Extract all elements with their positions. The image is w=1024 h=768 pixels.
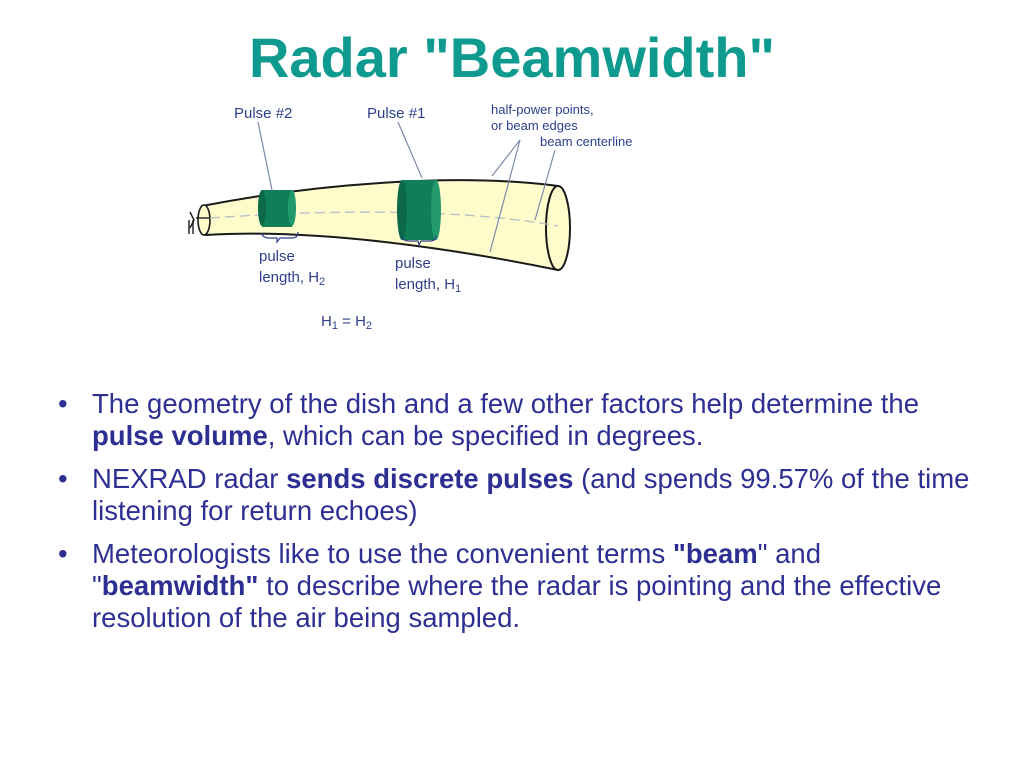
pulse-length-1-line1: pulse xyxy=(395,255,431,272)
bullet-item: • NEXRAD radar sends discrete pulses (and spends 99.57% of the time listening for return echoes) xyxy=(58,463,978,527)
slide-title: Radar "Beamwidth" xyxy=(248,26,776,89)
beam-diagram xyxy=(180,98,660,338)
pulse-equality-label: $H_1 = H_2$ xyxy=(321,313,373,332)
half-power-leader-top xyxy=(492,140,520,176)
pulse-1-leader xyxy=(398,122,422,178)
half-power-label-line1: half-power points, xyxy=(491,102,594,117)
radar-beam-cone xyxy=(202,180,558,270)
beam-start-ellipse xyxy=(198,205,210,235)
beam-centerline-label: beam centerline xyxy=(540,134,633,149)
pulse-2-leader xyxy=(258,122,272,190)
bullet-item: • Meteorologists like to use the convenient terms "beam" and "beamwidth" to describe where the radar is pointing and the effective resolution of the air being sampled. xyxy=(58,538,978,634)
pulse-2-band xyxy=(258,190,296,227)
bullet-list xyxy=(58,388,978,645)
pulse-1-label: Pulse #1 xyxy=(367,105,426,122)
bullet-item: • The geometry of the dish and a few other factors help determine the pulse volume, which can be specified in degrees. xyxy=(58,388,978,452)
pulse-length-2-line1: pulse xyxy=(259,248,295,265)
half-power-label-line2: or beam edges xyxy=(491,118,578,133)
beam-end-ellipse xyxy=(546,186,570,270)
pulse-length-2-line2: length, $H_2$ xyxy=(259,269,326,288)
pulse-length-1-line2: length, $H_1$ xyxy=(395,276,462,295)
pulse-1-band xyxy=(397,180,441,240)
pulse-2-label: Pulse #2 xyxy=(234,105,293,122)
